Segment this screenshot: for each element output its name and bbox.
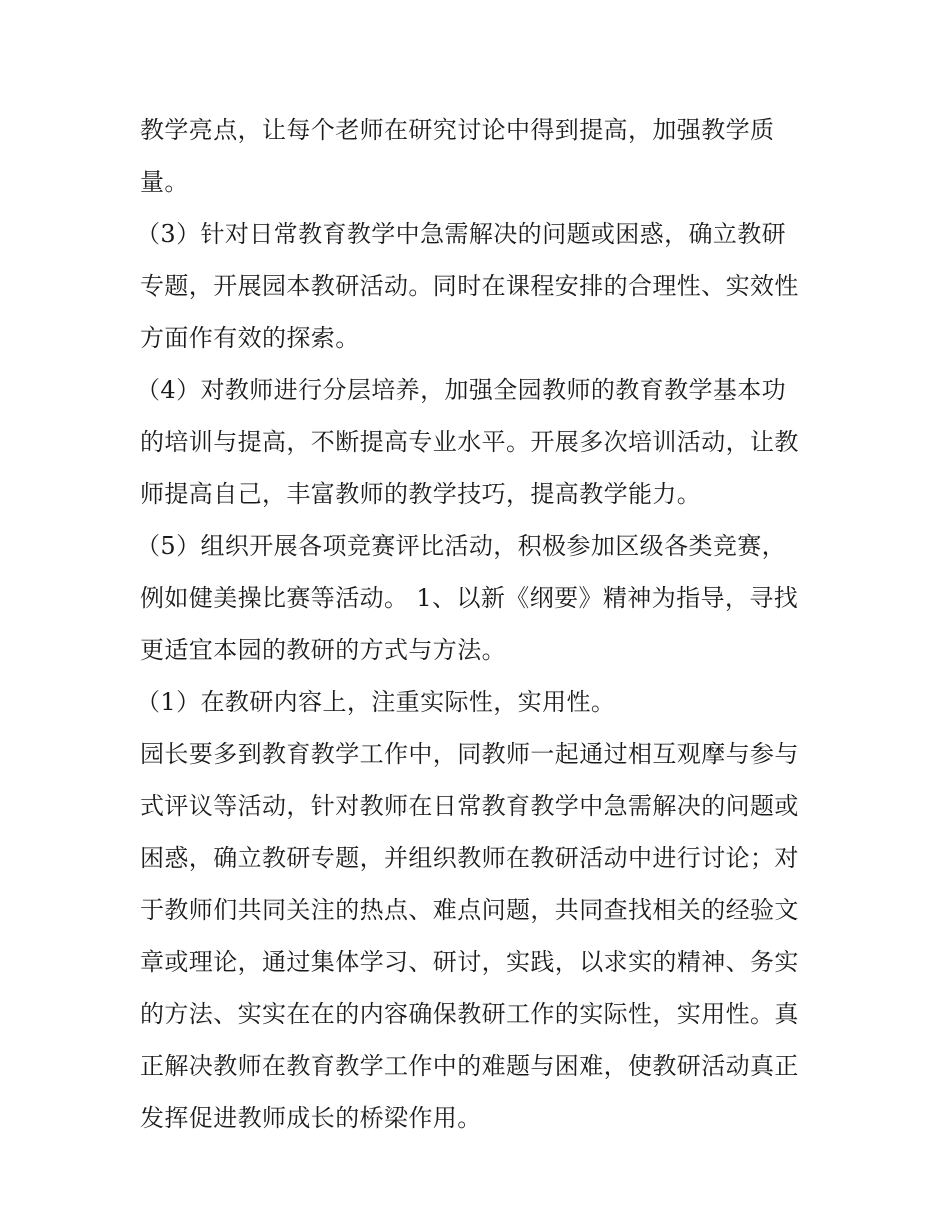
text-line: 方面作有效的探索。 bbox=[140, 324, 360, 352]
text-line: 园长要多到教育教学工作中，同教师一起通过相互观摩与参与 bbox=[140, 740, 799, 768]
text-line: 例如健美操比赛等活动。 1、以新《纲要》精神为指导，寻找 bbox=[140, 584, 799, 612]
text-line: 于教师们共同关注的热点、难点问题，共同查找相关的经验文 bbox=[140, 896, 799, 924]
text-line: 发挥促进教师成长的桥梁作用。 bbox=[140, 1104, 482, 1132]
text-line: 更适宜本园的教研的方式与方法。 bbox=[140, 636, 506, 664]
text-line: 师提高自己，丰富教师的教学技巧，提高教学能力。 bbox=[140, 480, 702, 508]
text-line: 正解决教师在教育教学工作中的难题与困难，使教研活动真正 bbox=[140, 1052, 799, 1080]
text-line: 式评议等活动，针对教师在日常教育教学中急需解决的问题或 bbox=[140, 792, 799, 820]
text-line: （3）针对日常教育教学中急需解决的问题或困惑，确立教研 bbox=[136, 220, 787, 248]
text-line: 困惑，确立教研专题，并组织教师在教研活动中进行讨论；对 bbox=[140, 844, 799, 872]
text-line: （1）在教研内容上，注重实际性，实用性。 bbox=[136, 688, 616, 716]
text-line: 的方法、实实在在的内容确保教研工作的实际性，实用性。真 bbox=[140, 1000, 799, 1028]
text-line: 章或理论，通过集体学习、研讨，实践，以求实的精神、务实 bbox=[140, 948, 799, 976]
body-text bbox=[136, 108, 820, 1148]
text-line: （4）对教师进行分层培养，加强全园教师的教育教学基本功 bbox=[136, 376, 787, 404]
text-line: （5）组织开展各项竞赛评比活动，积极参加区级各类竞赛， bbox=[136, 532, 787, 560]
text-line: 专题，开展园本教研活动。同时在课程安排的合理性、实效性 bbox=[140, 272, 799, 300]
text-line: 的培训与提高，不断提高专业水平。开展多次培训活动，让教 bbox=[140, 428, 799, 456]
text-line: 量。 bbox=[140, 168, 189, 196]
text-line: 教学亮点，让每个老师在研究讨论中得到提高，加强教学质 bbox=[140, 116, 775, 144]
